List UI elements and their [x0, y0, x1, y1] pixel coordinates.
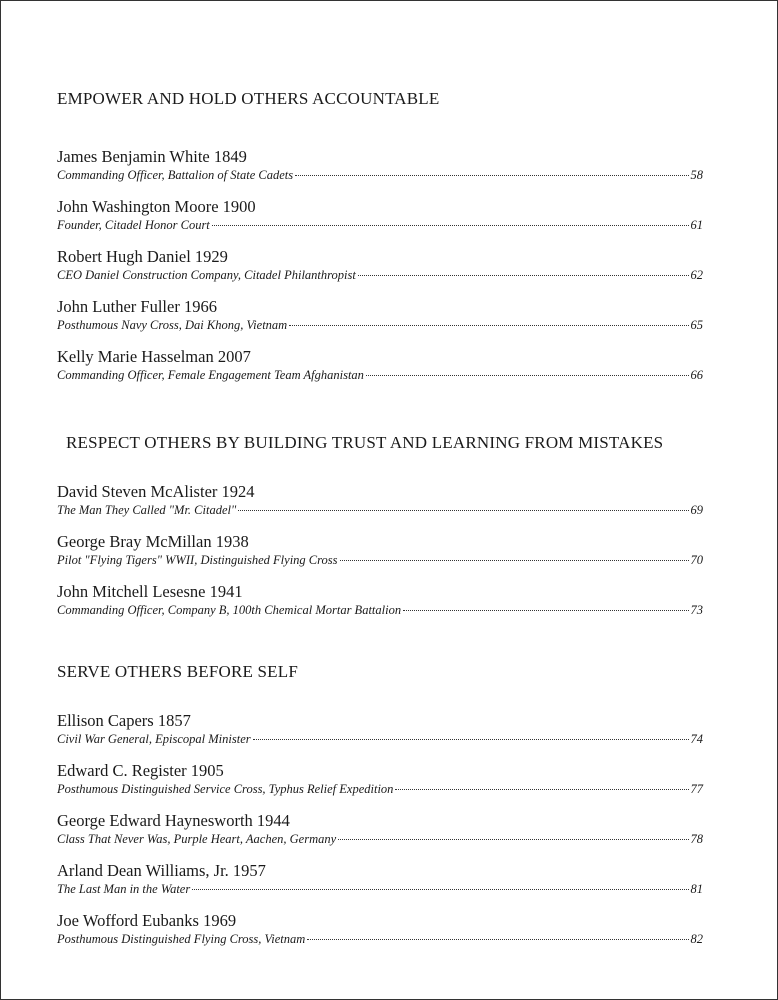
entry-name: James Benjamin White 1849: [57, 147, 247, 166]
section-title: SERVE OTHERS BEFORE SELF: [57, 662, 298, 681]
entry-name: Arland Dean Williams, Jr. 1957: [57, 861, 266, 880]
toc-entries: [57, 711, 703, 961]
entry-description: Posthumous Distinguished Service Cross, Typhus Relief Expedition: [57, 782, 394, 796]
entry-description: The Last Man in the Water: [57, 882, 191, 896]
section-title: RESPECT OTHERS BY BUILDING TRUST AND LEARNING FROM MISTAKES: [66, 433, 664, 452]
dot-leader: [253, 739, 689, 740]
entry-line: [57, 881, 703, 898]
entry-page-number: 77: [690, 782, 703, 796]
dot-leader: [289, 325, 688, 326]
entry-page-number: 62: [690, 268, 703, 282]
entry-page-number: 65: [690, 318, 703, 332]
toc-entry[interactable]: [57, 861, 703, 911]
entry-name: John Luther Fuller 1966: [57, 297, 217, 316]
toc-entry[interactable]: [57, 811, 703, 861]
entry-page-number: 73: [690, 603, 703, 617]
entry-name: David Steven McAlister 1924: [57, 482, 255, 501]
toc-entry[interactable]: [57, 761, 703, 811]
entry-description: Class That Never Was, Purple Heart, Aachen, Germany: [57, 832, 337, 846]
entry-name: Kelly Marie Hasselman 2007: [57, 347, 251, 366]
entry-page-number: 78: [690, 832, 703, 846]
toc-entry[interactable]: [57, 147, 703, 197]
toc-entry[interactable]: [57, 711, 703, 761]
entry-page-number: 61: [690, 218, 703, 232]
entry-description: CEO Daniel Construction Company, Citadel Philanthropist: [57, 268, 356, 282]
entry-description: Commanding Officer, Female Engagement Team Afghanistan: [57, 368, 364, 382]
entry-page-number: 69: [690, 503, 703, 517]
toc-entry[interactable]: [57, 911, 703, 961]
entry-description: The Man They Called "Mr. Citadel": [57, 503, 237, 517]
dot-leader: [212, 225, 689, 226]
dot-leader: [295, 175, 688, 176]
entry-line: [57, 317, 703, 334]
dot-leader: [366, 375, 689, 376]
entry-page-number: 81: [690, 882, 703, 896]
entry-description: Founder, Citadel Honor Court: [57, 218, 210, 232]
entry-description: Posthumous Distinguished Flying Cross, Vietnam: [57, 932, 306, 946]
entry-line: [57, 167, 703, 184]
dot-leader: [395, 789, 688, 790]
entry-line: [57, 602, 703, 619]
toc-entries: [57, 482, 703, 632]
toc-entries: [57, 147, 703, 397]
toc-entry[interactable]: [57, 197, 703, 247]
entry-name: Edward C. Register 1905: [57, 761, 224, 780]
dot-leader: [358, 275, 689, 276]
entry-description: Posthumous Navy Cross, Dai Khong, Vietnam: [57, 318, 288, 332]
entry-page-number: 74: [690, 732, 703, 746]
section-title: EMPOWER AND HOLD OTHERS ACCOUNTABLE: [57, 89, 440, 108]
entry-description: Commanding Officer, Battalion of State Cadets: [57, 168, 294, 182]
entry-page-number: 58: [690, 168, 703, 182]
entry-line: [57, 552, 703, 569]
toc-entry[interactable]: [57, 247, 703, 297]
entry-name: George Edward Haynesworth 1944: [57, 811, 290, 830]
entry-description: Pilot "Flying Tigers" WWII, Distinguished Flying Cross: [57, 553, 338, 567]
toc-section-respect: [57, 433, 703, 632]
entry-name: George Bray McMillan 1938: [57, 532, 249, 551]
entry-line: [57, 267, 703, 284]
dot-leader: [307, 939, 688, 940]
toc-entry[interactable]: [57, 482, 703, 532]
entry-line: [57, 367, 703, 384]
toc-entry[interactable]: [57, 582, 703, 632]
entry-name: Robert Hugh Daniel 1929: [57, 247, 228, 266]
entry-page-number: 70: [690, 553, 703, 567]
entry-line: [57, 217, 703, 234]
entry-name: Joe Wofford Eubanks 1969: [57, 911, 237, 930]
toc-entry[interactable]: [57, 347, 703, 397]
entry-line: [57, 831, 703, 848]
entry-line: [57, 781, 703, 798]
entry-page-number: 66: [690, 368, 703, 382]
dot-leader: [192, 889, 688, 890]
entry-line: [57, 502, 703, 519]
entry-name: Ellison Capers 1857: [57, 711, 191, 730]
toc-section-serve: [57, 662, 703, 961]
dot-leader: [340, 560, 689, 561]
entry-page-number: 82: [690, 932, 703, 946]
entry-description: Commanding Officer, Company B, 100th Chemical Mortar Battalion: [57, 603, 402, 617]
entry-description: Civil War General, Episcopal Minister: [57, 732, 251, 746]
toc-section-empower: [57, 89, 703, 397]
entry-line: [57, 931, 703, 948]
toc-entry[interactable]: [57, 297, 703, 347]
entry-name: John Mitchell Lesesne 1941: [57, 582, 243, 601]
dot-leader: [238, 510, 688, 511]
entry-name: John Washington Moore 1900: [57, 197, 256, 216]
dot-leader: [403, 610, 688, 611]
toc-entry[interactable]: [57, 532, 703, 582]
dot-leader: [338, 839, 688, 840]
entry-line: [57, 731, 703, 748]
